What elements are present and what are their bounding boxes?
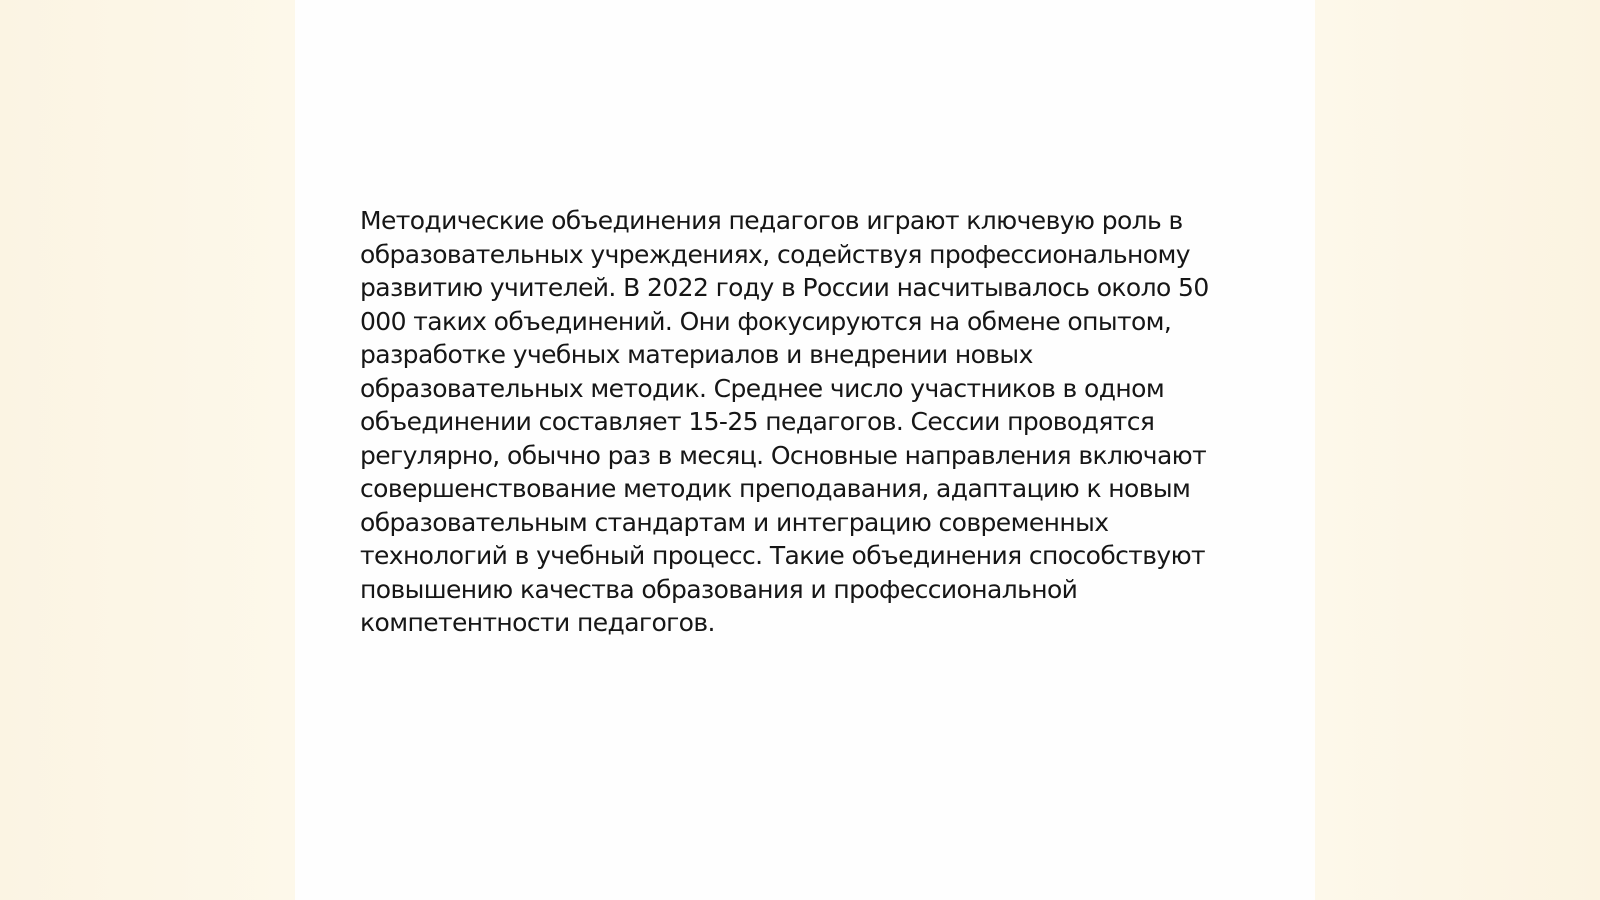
right-margin-background	[1315, 0, 1600, 900]
document-page	[295, 0, 1315, 900]
left-margin-background	[0, 0, 295, 900]
body-paragraph: Методические объединения педагогов играют ключевую роль в образовательных учреждениях, содействуя профессиональному развитию учителей. В 2022 году в России насчитывалось около 50 000 таких объединений. Они фокусируются на обмене опытом, разработке учебных материалов и внедрении новых образовательных методик. Среднее число участников в одном объединении составляет 15-25 педагогов. Сессии проводятся регулярно, обычно раз в месяц. Основные направления включают совершенствование методик преподавания, адаптацию к новым образовательным стандартам и интеграцию современных технологий в учебный процесс. Такие объединения способствуют повышению качества образования и профессиональной компетентности педагогов.	[360, 206, 1209, 637]
